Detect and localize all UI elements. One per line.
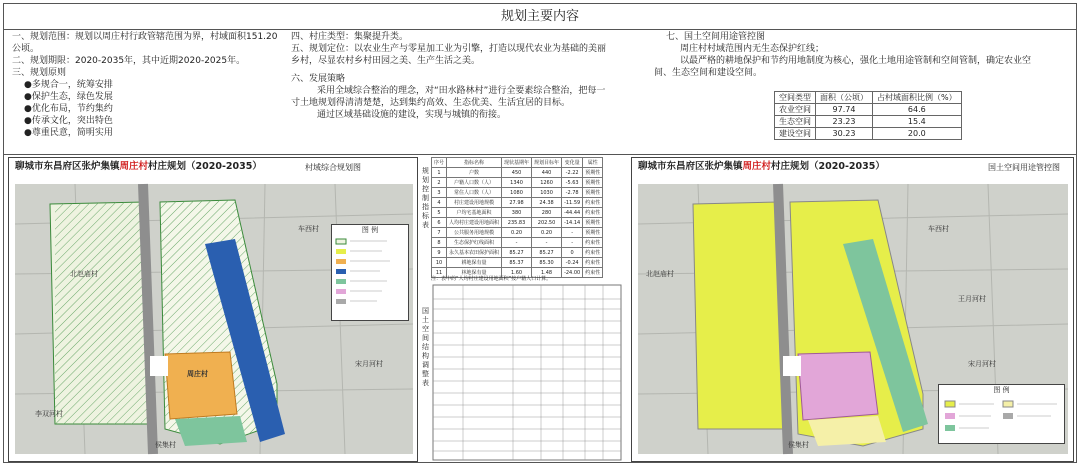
table-cell: 235.83 bbox=[502, 218, 532, 228]
table-cell: 永久基本农田保护面积 bbox=[447, 248, 502, 258]
table-row bbox=[775, 104, 962, 116]
village-white bbox=[150, 356, 168, 376]
eco-area bbox=[175, 416, 247, 446]
table-cell: 8 bbox=[432, 238, 447, 248]
village-area bbox=[165, 352, 237, 419]
indicator-panel bbox=[423, 157, 623, 462]
table-row bbox=[432, 248, 603, 258]
table-cell: 常住人口数（人） bbox=[447, 188, 502, 198]
table-header: 面积（公顷） bbox=[816, 92, 873, 104]
table-row bbox=[775, 116, 962, 128]
table-cell: 97.74 bbox=[816, 104, 873, 116]
legend-swatches bbox=[332, 235, 408, 315]
positioning-line-cont: 乡村，尽显农村乡村田园之美、生产生活之美。 bbox=[291, 56, 481, 66]
village-label: 李双河村 bbox=[35, 410, 63, 418]
village-label: 北赵庙村 bbox=[646, 270, 674, 278]
table-cell: 预期性 bbox=[583, 178, 603, 188]
title-village: 周庄村 bbox=[742, 161, 772, 172]
table-header-row bbox=[775, 92, 962, 104]
table-cell: 1.60 bbox=[502, 268, 532, 278]
table-cell: 10 bbox=[432, 258, 447, 268]
legend-title: 图 例 bbox=[993, 386, 1010, 394]
table-row bbox=[432, 198, 603, 208]
table-cell: -24.00 bbox=[562, 268, 583, 278]
table-row bbox=[432, 238, 603, 248]
table-cell: 户均宅基地面积 bbox=[447, 208, 502, 218]
legend-swatches bbox=[939, 395, 1064, 439]
table-cell: 5 bbox=[432, 208, 447, 218]
table-cell: 30.23 bbox=[816, 128, 873, 140]
table-row bbox=[432, 258, 603, 268]
table-cell: 户数 bbox=[447, 168, 502, 178]
table-cell: 64.6 bbox=[873, 104, 962, 116]
table-cell: 1080 bbox=[502, 188, 532, 198]
table-cell: 约束性 bbox=[583, 258, 603, 268]
table-cell: -0.24 bbox=[562, 258, 583, 268]
principle-item: ●尊重民意，简明实用 bbox=[24, 128, 113, 138]
panel-subtitle: 村域综合规划图 bbox=[305, 163, 361, 172]
table-cell: 24.38 bbox=[532, 198, 562, 208]
map-legend bbox=[331, 224, 409, 321]
village-type-line: 四、村庄类型：集聚提升类。 bbox=[291, 32, 409, 42]
table-row bbox=[432, 228, 603, 238]
panel-title bbox=[632, 158, 885, 176]
farmland-west bbox=[693, 202, 783, 429]
table-cell: - bbox=[562, 228, 583, 238]
table-cell: 7 bbox=[432, 228, 447, 238]
main-village-label: 周庄村 bbox=[187, 370, 208, 378]
table-header: 占村域面积比例（%） bbox=[873, 92, 962, 104]
scope-line: 一、规划范围：规划以周庄村行政管辖范围为界，村域面积151.20 bbox=[12, 32, 278, 42]
table-row bbox=[432, 218, 603, 228]
other-space bbox=[808, 416, 886, 446]
table-cell: 预期性 bbox=[583, 218, 603, 228]
table-header: 现状基期年 bbox=[502, 158, 532, 168]
village-label: 北赵庙村 bbox=[70, 270, 98, 278]
table-cell: 280 bbox=[532, 208, 562, 218]
map-legend bbox=[938, 384, 1065, 444]
section-strategy bbox=[291, 31, 636, 121]
village-label: 宋月河村 bbox=[968, 360, 996, 368]
table-cell: 1 bbox=[432, 168, 447, 178]
table-cell: 6 bbox=[432, 218, 447, 228]
positioning-line: 五、规划定位：以农业生产与零星加工业为引擎，打造以现代农业为基础的美丽 bbox=[291, 44, 607, 54]
panel-title bbox=[9, 158, 262, 176]
table-cell: 9 bbox=[432, 248, 447, 258]
panel-subtitle: 国土空间用途管控图 bbox=[988, 163, 1060, 172]
table-cell: 20.0 bbox=[873, 128, 962, 140]
table-cell: 85.27 bbox=[532, 248, 562, 258]
table-cell: 11 bbox=[432, 268, 447, 278]
table-cell: 约束性 bbox=[583, 198, 603, 208]
table-cell: -5.63 bbox=[562, 178, 583, 188]
table-cell: 380 bbox=[502, 208, 532, 218]
table-header: 属性 bbox=[583, 158, 603, 168]
principle-item: ●传承文化，突出特色 bbox=[24, 116, 113, 126]
title-part: 聊城市东昌府区张炉集镇 bbox=[15, 161, 120, 172]
indicator-table bbox=[431, 157, 603, 278]
section-landuse bbox=[654, 31, 1074, 79]
landuse-text: 以最严格的耕地保护和节约用地制度为核心，强化土地用途管制和空间管制，确定农业空 bbox=[680, 56, 1032, 66]
table-cell: 户籍人口数（人） bbox=[447, 178, 502, 188]
construction-space bbox=[798, 352, 878, 420]
table-cell: 建设空间 bbox=[775, 128, 816, 140]
table-cell: 约束性 bbox=[583, 248, 603, 258]
scope-line-cont: 公顷。 bbox=[12, 44, 40, 54]
principle-item: ●多规合一，统筹安排 bbox=[24, 80, 113, 90]
table-cell: 1340 bbox=[502, 178, 532, 188]
table-cell: 2 bbox=[432, 178, 447, 188]
structure-side-label: 国土空间结构调整表 bbox=[422, 307, 429, 387]
table-cell: 0 bbox=[562, 248, 583, 258]
landuse-heading: 七、国土空间用途管控图 bbox=[666, 32, 766, 42]
divider bbox=[4, 154, 1076, 155]
village-map bbox=[15, 184, 413, 454]
table-header: 规划目标年 bbox=[532, 158, 562, 168]
strategy-text: 采用全域综合整治的理念，对“田水路林村”进行全要素综合整治，把每一 bbox=[317, 86, 606, 96]
section-scope bbox=[12, 31, 282, 139]
landuse-control-panel bbox=[631, 157, 1074, 462]
table-cell: 林地保有量 bbox=[447, 268, 502, 278]
table-header: 指标名称 bbox=[447, 158, 502, 168]
table-header: 空间类型 bbox=[775, 92, 816, 104]
table-cell: -11.59 bbox=[562, 198, 583, 208]
table-cell: 约束性 bbox=[583, 268, 603, 278]
table-cell: -2.22 bbox=[562, 168, 583, 178]
table-cell: 85.37 bbox=[502, 258, 532, 268]
principle-item: ●优化布局，节约集约 bbox=[24, 104, 113, 114]
title-part: 聊城市东昌府区张炉集镇 bbox=[638, 161, 743, 172]
table-cell: 生态空间 bbox=[775, 116, 816, 128]
table-cell: 3 bbox=[432, 188, 447, 198]
strategy-text: 寸土地规划得清清楚楚，达到集约高效、生态优美、生活宜居的目标。 bbox=[291, 98, 571, 108]
table-header-row bbox=[432, 158, 603, 168]
table-cell: 15.4 bbox=[873, 116, 962, 128]
page-title: 规划主要内容 bbox=[4, 4, 1076, 30]
table-cell: 85.30 bbox=[532, 258, 562, 268]
landuse-text: 周庄村村域范围内无生态保护红线； bbox=[680, 44, 825, 54]
indicator-side-label: 规划控制指标表 bbox=[422, 167, 429, 229]
table-cell: 23.23 bbox=[816, 116, 873, 128]
table-cell: - bbox=[502, 238, 532, 248]
table-note: 注：表中的“人均村庄建设用地面积”按户籍人口计算。 bbox=[431, 276, 552, 282]
village-label: 王月河村 bbox=[958, 295, 986, 303]
landuse-text: 间、生态空间和建设空间。 bbox=[654, 68, 763, 78]
village-white bbox=[783, 356, 801, 376]
table-row bbox=[432, 208, 603, 218]
table-cell: - bbox=[562, 238, 583, 248]
principle-item: ●保护生态，绿色发展 bbox=[24, 92, 113, 102]
table-row bbox=[432, 168, 603, 178]
table-row bbox=[775, 128, 962, 140]
space-area-table bbox=[774, 91, 962, 140]
strategy-text: 通过区域基础设施的建设，实现与城镇的衔接。 bbox=[317, 110, 507, 120]
title-part: 村庄规划（2020-2035） bbox=[148, 161, 262, 172]
table-cell: 耕地保有量 bbox=[447, 258, 502, 268]
table-row bbox=[432, 188, 603, 198]
table-cell: 4 bbox=[432, 198, 447, 208]
table-cell: 人均村庄建设用地面积 bbox=[447, 218, 502, 228]
table-cell: 预期性 bbox=[583, 188, 603, 198]
table-cell: 1260 bbox=[532, 178, 562, 188]
table-header: 序号 bbox=[432, 158, 447, 168]
table-cell: 0.20 bbox=[532, 228, 562, 238]
strategy-heading: 六、发展策略 bbox=[291, 74, 346, 84]
landuse-map bbox=[638, 184, 1068, 454]
table-cell: 约束性 bbox=[583, 208, 603, 218]
village-label: 宋月河村 bbox=[355, 360, 383, 368]
table-cell: 27.98 bbox=[502, 198, 532, 208]
village-label: 车西村 bbox=[928, 225, 949, 233]
village-label: 侯集村 bbox=[155, 441, 176, 449]
table-cell: 1030 bbox=[532, 188, 562, 198]
comprehensive-plan-panel bbox=[8, 157, 418, 462]
table-cell: 预期性 bbox=[583, 168, 603, 178]
table-cell: 1.48 bbox=[532, 268, 562, 278]
table-cell: - bbox=[532, 238, 562, 248]
table-cell: 440 bbox=[532, 168, 562, 178]
farmland-hatch bbox=[55, 202, 150, 424]
table-cell: 约束性 bbox=[583, 238, 603, 248]
principles-heading: 三、规划原则 bbox=[12, 68, 67, 78]
structure-table-drawing bbox=[433, 285, 621, 460]
village-label: 车西村 bbox=[298, 225, 319, 233]
table-cell: 85.27 bbox=[502, 248, 532, 258]
table-cell: -2.78 bbox=[562, 188, 583, 198]
table-cell: 450 bbox=[502, 168, 532, 178]
table-cell: 农业空间 bbox=[775, 104, 816, 116]
table-cell: -44.44 bbox=[562, 208, 583, 218]
legend-title: 图 例 bbox=[361, 226, 379, 234]
village-label: 侯集村 bbox=[788, 441, 809, 449]
table-cell: 预期性 bbox=[583, 228, 603, 238]
table-cell: -14.14 bbox=[562, 218, 583, 228]
table-row bbox=[432, 178, 603, 188]
title-part: 村庄规划（2020-2035） bbox=[771, 161, 885, 172]
title-village: 周庄村 bbox=[119, 161, 149, 172]
table-header: 变化量 bbox=[562, 158, 583, 168]
table-cell: 公共服务用地规模 bbox=[447, 228, 502, 238]
table-cell: 生态保护红线面积 bbox=[447, 238, 502, 248]
planning-sheet bbox=[3, 3, 1077, 463]
table-cell: 村庄建设用地规模 bbox=[447, 198, 502, 208]
table-cell: 202.50 bbox=[532, 218, 562, 228]
table-cell: 0.20 bbox=[502, 228, 532, 238]
period-line: 二、规划期限：2020-2035年，其中近期2020-2025年。 bbox=[12, 56, 246, 66]
